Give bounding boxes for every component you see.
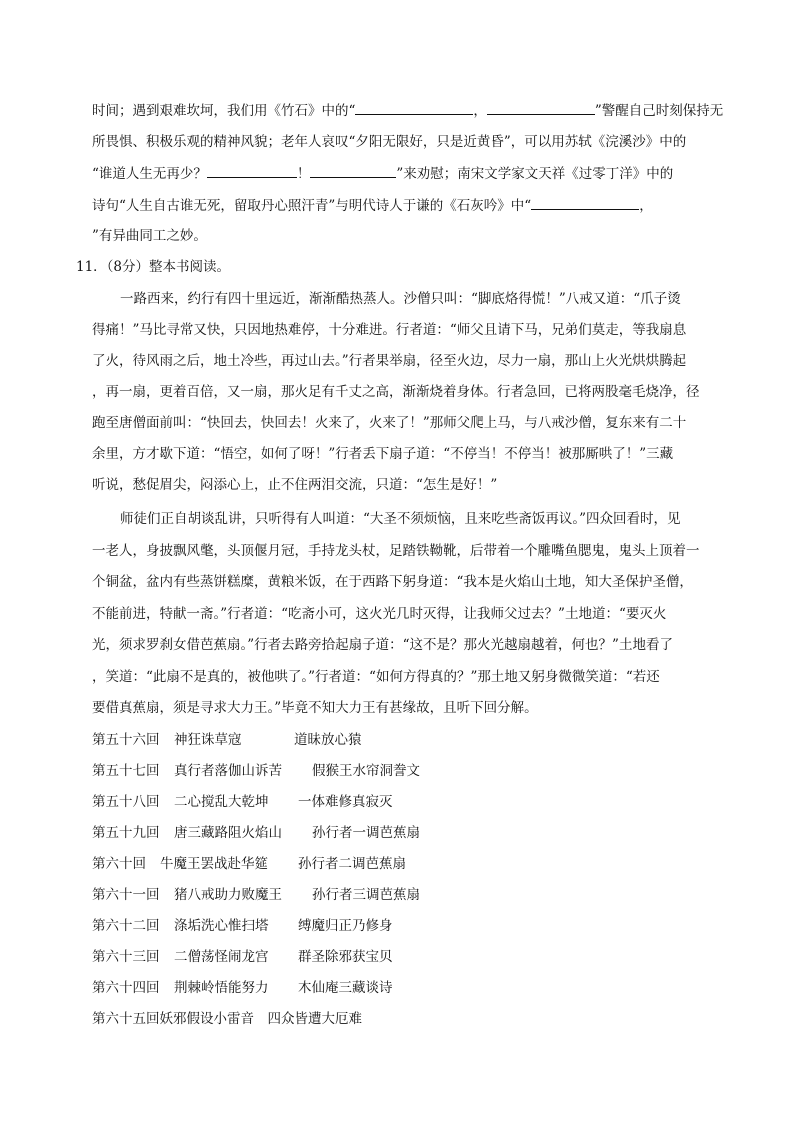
passage-line: ，笑道：“此扇不是真的，被他哄了。”行者道：“如何方得真的？”那土地又躬身微微笑道：“若还 [92, 669, 660, 685]
chapter-item [92, 823, 420, 843]
q10-line-3 [92, 163, 673, 184]
chapter-title-b: 木仙庵三藏谈诗 [298, 980, 393, 996]
answer-blank[interactable] [310, 163, 396, 178]
chapter-number: 第五十八回 [92, 794, 160, 810]
chapter-title-b: 缚魔归正乃修身 [298, 918, 393, 934]
chapter-item [92, 792, 393, 812]
chapter-item [92, 730, 362, 750]
q10-line-1 [92, 100, 723, 121]
chapter-item [92, 978, 393, 998]
q10-text: 时间；遇到艰难坎坷，我们用《竹石》中的“ [92, 103, 356, 119]
chapter-number: 第六十三回 [92, 949, 160, 965]
chapter-number: 第六十二回 [92, 918, 160, 934]
passage-line: 一老人，身披飘风氅，头顶偃月冠，手持龙头杖，足踏铁靿靴，后带着一个雕嘴鱼腮鬼，鬼头上顶着一 [92, 543, 700, 559]
q10-text: 所畏惧、积极乐观的精神风貌；老年人哀叹“夕阳无限好，只是近黄昏”，可以用苏轼《浣溪沙》中的 [92, 134, 687, 150]
chapter-title-a: 猪八戒助力败魔王 [174, 887, 282, 903]
passage-line: 不能前进，特献一斋。”行者道：“吃斋小可，这火光几时灭得，让我师父过去？”土地道：“要灭火 [92, 606, 667, 622]
chapter-number: 第五十九回 [92, 825, 160, 841]
chapter-title-b: 假猴王水帘洞誊文 [312, 763, 420, 779]
q10-line-2 [92, 132, 686, 152]
chapter-title-a: 二僧荡怪闹龙宫 [174, 949, 269, 965]
passage-line: 一路西来，约行有四十里远近，渐渐酷热蒸人。沙僧只叫：“脚底烙得慌！”八戒又道：“爪子烫 [120, 291, 681, 307]
passage-line: ，再一扇，更着百倍，又一扇，那火足有千丈之高，渐渐烧着身体。行者急回，已将两股毫毛烧净，径 [92, 384, 700, 400]
chapter-number: 第五十六回 [92, 732, 160, 748]
chapter-item [92, 761, 420, 781]
chapter-item [92, 947, 393, 967]
chapter-title-b: 孙行者一调芭蕉扇 [312, 825, 420, 841]
chapter-title-b: 孙行者二调芭蕉扇 [298, 856, 406, 872]
passage-line: 个铜盆，盆内有些蒸饼糕糜，黄粮米饭，在于西路下躬身道：“我本是火焰山土地，知大圣保护圣僧， [92, 574, 693, 590]
chapter-title-a: 荆棘岭悟能努力 [174, 980, 269, 996]
passage-line: 光，须求罗刹女借芭蕉扇。”行者去路旁拾起扇子道：“这不是？那火光越扇越着，何也？”土地看了 [92, 637, 673, 653]
passage-line: 余里，方才歇下道：“悟空，如何了呀！”行者丢下扇子道：“不停当！不停当！被那厮哄了！”三藏 [92, 446, 674, 462]
q10-text: 诗句“人生自古谁无死，留取丹心照汗青”与明代诗人于谦的《石灰吟》中“ [92, 198, 532, 214]
answer-blank[interactable] [355, 100, 473, 115]
q10-text: ， [473, 103, 487, 119]
q10-text: ”来劝慰；南宋文学家文天祥《过零丁洋》中的 [396, 166, 674, 182]
chapter-number: 第六十一回 [92, 887, 160, 903]
passage-line: 得痛！”马比寻常又快，只因地热难停，十分难进。行者道：“师父且请下马，兄弟们莫走，等我扇息 [92, 322, 687, 338]
q10-text: ， [639, 198, 653, 214]
chapter-title-a: 二心搅乱大乾坤 [174, 794, 269, 810]
passage-line: 要借真蕉扇，须是寻求大力王。”毕竟不知大力王有甚缘故，且听下回分解。 [92, 700, 538, 716]
chapter-item-last: 第六十五回妖邪假设小雷音 四众皆遭大厄难 [92, 1011, 362, 1027]
chapter-item [92, 916, 393, 936]
passage-line: 了火，待风雨之后，地土冷些，再过山去。”行者果举扇，径至火边，尽力一扇，那山上火光烘烘腾起 [92, 353, 687, 369]
q11-header: 11．（8分）整本书阅读。 [76, 259, 231, 275]
chapter-title-b: 群圣除邪获宝贝 [298, 949, 393, 965]
chapter-title-a: 涤垢洗心惟扫塔 [174, 918, 269, 934]
q10-text: ”警醒自己时刻保持无 [594, 103, 724, 119]
chapter-number: 第六十回 [92, 856, 146, 872]
answer-blank[interactable] [207, 163, 297, 178]
chapter-number: 第六十四回 [92, 980, 160, 996]
chapter-title-a: 神狂诛草寇 [174, 732, 242, 748]
passage-line: 跑至唐僧面前叫：“快回去，快回去！火来了，火来了！”那师父爬上马，与八戒沙僧，复东来有二十 [92, 415, 687, 431]
chapter-title-b: 一体难修真寂灭 [298, 794, 393, 810]
q10-line-5 [92, 226, 207, 246]
chapter-title-a: 真行者落伽山诉苦 [174, 763, 282, 779]
chapter-title-b: 孙行者三调芭蕉扇 [312, 887, 420, 903]
chapter-item [92, 885, 420, 905]
passage-line: 听说，愁促眉尖，闷添心上，止不住两泪交流，只道：“怎生是好！” [92, 477, 498, 493]
chapter-number: 第五十七回 [92, 763, 160, 779]
chapter-item [92, 854, 406, 874]
answer-blank[interactable] [531, 195, 639, 210]
q10-text: “谁道人生无再少？ [92, 166, 207, 182]
q10-line-4 [92, 195, 653, 216]
q10-text: ！ [296, 166, 311, 182]
chapter-title-b: 道昧放心猿 [294, 732, 362, 748]
passage-line: 师徒们正自胡谈乱讲，只听得有人叫道：“大圣不须烦恼，且来吃些斋饭再议。”四众回看时，见 [120, 511, 681, 527]
chapter-title-a: 唐三藏路阻火焰山 [174, 825, 282, 841]
chapter-title-a: 牛魔王罢战赴华筵 [160, 856, 268, 872]
answer-blank[interactable] [487, 100, 595, 115]
q10-text: ”有异曲同工之妙。 [92, 228, 207, 244]
